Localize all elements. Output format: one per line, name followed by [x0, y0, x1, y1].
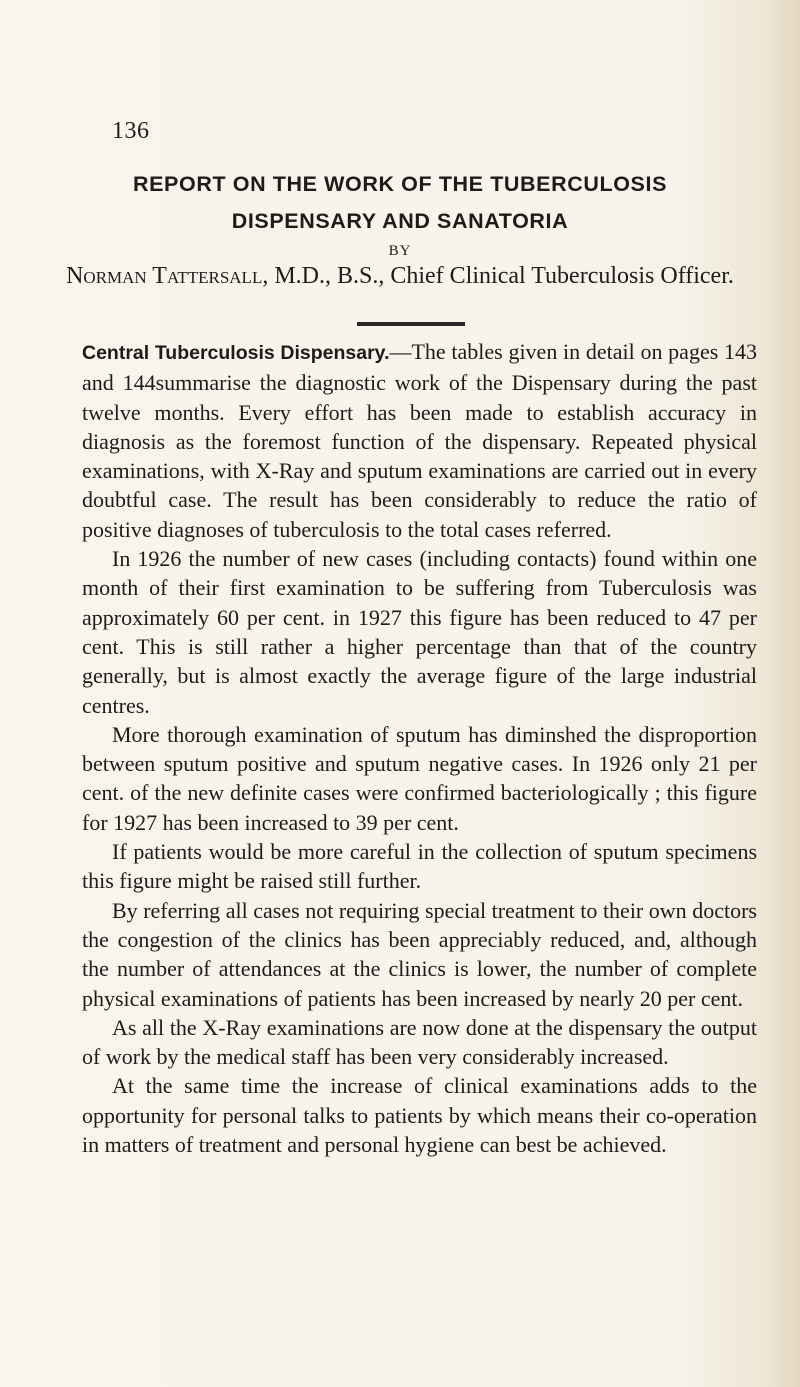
author-credentials: , M.D., B.S., Chief Clinical Tuberculosis Officer.	[262, 263, 734, 289]
paragraph-3: More thorough examination of sputum has diminshed the disproportion between sputum positive and sputum negative cases. In 1926 only 21 per cent. of the new definite cases were confirmed bacteriologically ; this figure for 1927 has been increased to 39 per cent.	[82, 721, 757, 835]
paragraph-7: At the same time the increase of clinical examinations adds to the opportunity for personal talks to patients by which means their co-operation in matters of treatment and personal hygiene can best be achieved.	[82, 1073, 757, 1158]
paragraph-2: In 1926 the number of new cases (including contacts) found within one month of their first examination to be suffering from Tuberculosis was approximately 60 per cent. in 1927 this figure has been reduced to 47 per cent. This is still rather a higher percentage than that of the country generally, but is almost exactly the average figure of the large industrial centres.	[82, 546, 757, 718]
page-number: 136	[112, 118, 150, 144]
paragraph-6: As all the X-Ray examinations are now done at the dispensary the output of work by the medical staff has been very considerably increased.	[82, 1014, 757, 1070]
report-title-line-1: REPORT ON THE WORK OF THE TUBERCULOSIS	[132, 172, 668, 196]
report-title-line-2: DISPENSARY AND SANATORIA	[231, 209, 569, 233]
paragraph-1-text: —The tables given in detail on pages 143 and 144summarise the diagnostic work of the Dispensary during the past twelve months. Every effort has been made to establish accuracy in diagnosis as the foremost function of the dispensary. Repeated physical examinations, with X-Ray and sputum examinations are carried out in every doubtful case. The result has been considerably to reduce the ratio of positive diagnoses of tuberculosis to the total cases referred.	[82, 339, 757, 542]
section-divider	[357, 322, 465, 326]
paragraph-1	[82, 337, 757, 544]
section-heading: Central Tuberculosis Dispensary.	[82, 342, 390, 364]
report-body	[82, 337, 757, 1159]
author-line	[0, 263, 800, 290]
paragraph-4: If patients would be more careful in the collection of sputum specimens this figure might be raised still further.	[82, 839, 757, 894]
paragraph-5: By referring all cases not requiring special treatment to their own doctors the congestion of the clinics has been appreciably reduced, and, although the number of attendances at the clinics is lower, the number of complete physical examinations of patients has been increased by nearly 20 per cent.	[82, 897, 757, 1011]
byline-by: BY	[388, 243, 412, 259]
author-name: Norman Tattersall	[66, 263, 263, 289]
